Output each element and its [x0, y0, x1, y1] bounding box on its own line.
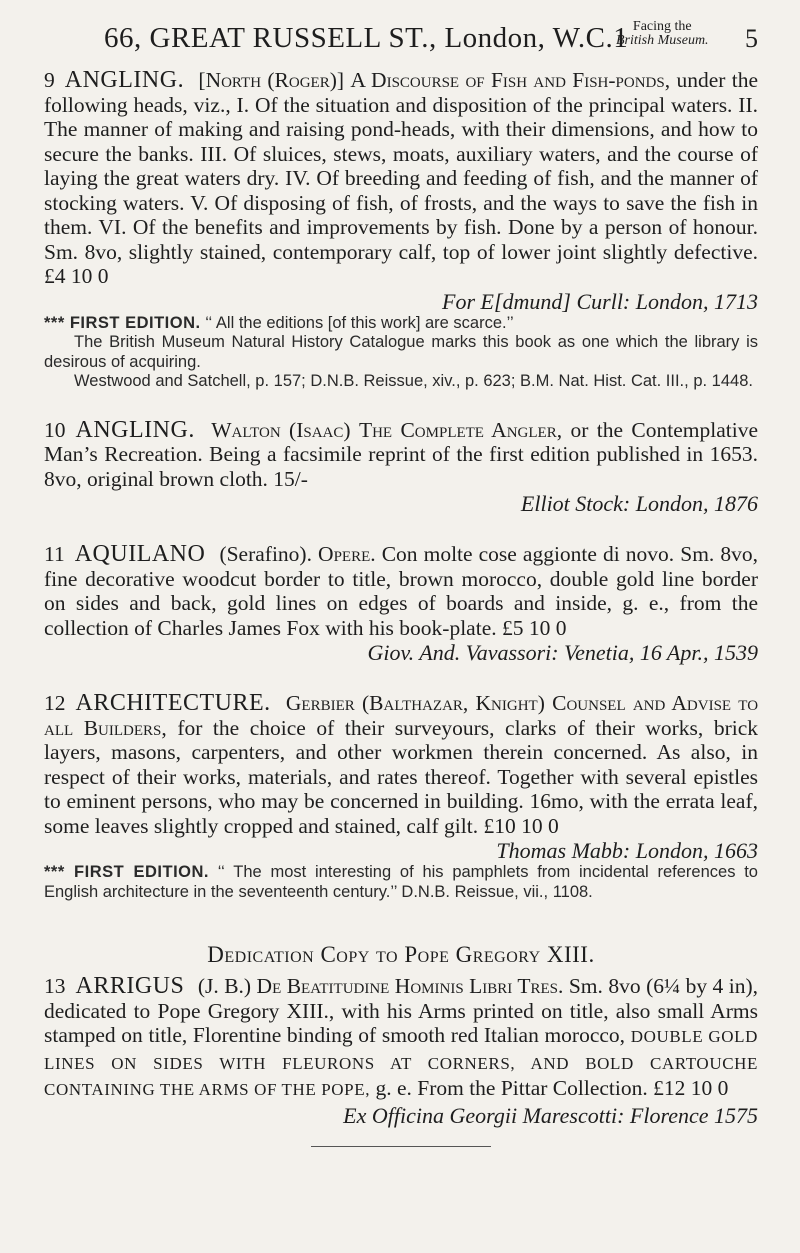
catalogue-entry [44, 68, 758, 392]
entry-heading: AQUILANO [74, 541, 206, 567]
entry-imprint: For E[dmund] Curll: London, 1713 [442, 288, 758, 314]
note-lead: *** FIRST EDITION. [44, 863, 209, 881]
spacer [44, 516, 758, 542]
entry-note [44, 314, 758, 334]
section-heading-dedication: Dedication Copy to Pope Gregory XIII. [207, 942, 595, 967]
entry-title: A Discourse of Fish and Fish-ponds, [350, 68, 671, 92]
entry-imprint: Elliot Stock: London, 1876 [520, 491, 758, 516]
entry-number: 9 [44, 68, 55, 92]
entry-number: 11 [44, 542, 65, 566]
entry-imprint: Thomas Mabb: London, 1663 [496, 838, 758, 863]
header-address: 66, GREAT RUSSELL ST., London, W.C.1 [104, 22, 629, 54]
entry-heading: ARCHITECTURE. [75, 690, 271, 716]
entry-body-end: g. e. From the Pittar Collection. £12 10 0 [370, 1076, 729, 1100]
entry-binding-description: DOUBLE GOLD LINES ON SIDES WITH FLEURONS AT CORNERS, AND BOLD CARTOUCHE CONTAINING THE ARMS OF THE POPE, [44, 1027, 758, 1099]
note-lead: *** FIRST EDITION. [44, 313, 201, 332]
entry-number: 13 [44, 974, 66, 998]
entry-imprint: Ex Officina Georgii Marescotti: Florence 1575 [343, 1102, 758, 1128]
catalogue-entry [44, 418, 758, 517]
spacer [44, 665, 758, 691]
entry-text [44, 691, 758, 838]
header-facing-note [616, 20, 709, 48]
header-facing-line-1: Facing the [632, 19, 692, 34]
entry-number: 10 [44, 417, 66, 442]
catalogue-entry [44, 691, 758, 902]
header-facing-line-2: British Museum. [616, 33, 709, 48]
note-text: ‘‘ The most interesting of his pamphlets from incidental references to English architecture in the seventeenth century.’’ D.N.B. Reissue, vii., 1108. [44, 863, 758, 901]
entry-heading: ANGLING. [64, 67, 185, 93]
catalogue-entry [44, 974, 758, 1128]
entry-text [44, 68, 758, 289]
entry-title: The Complete Angler, [358, 417, 563, 442]
entry-title: Counsel and Advise to all Builders, [44, 691, 759, 740]
entry-body: Sm. 8vo (6¼ by 4 in), dedicated to Pope Gregory XIII., with his Arms printed on title, also small Arms stamped on title, Florentine binding of smooth red Italian morocco, [44, 974, 759, 1047]
spacer [44, 902, 758, 928]
entry-text [44, 418, 758, 492]
entry-body: for the choice of their surveyours, clarks of their works, brick layers, masons, carpenters, and other workmen therein concerned. As also, in respect of their works, materials, and rates thereof. Together with several epistles to eminent persons, who may be concerned in building. 16mo, with the errata leaf, some leaves slightly cropped and stained, calf gilt. £10 10 0 [44, 715, 758, 838]
entry-number: 12 [44, 691, 66, 715]
entry-author: (Serafino). [219, 542, 312, 566]
entry-note: Westwood and Satchell, p. 157; D.N.B. Reissue, xiv., p. 623; B.M. Nat. Hist. Cat. III., p. 1448. [74, 372, 753, 390]
entry-author: [North (Roger)] [198, 68, 345, 92]
entry-note: The British Museum Natural History Catalogue marks this book as one which the library is desirous of acquiring. [44, 333, 758, 371]
catalogue-entry [44, 542, 758, 665]
spacer [44, 392, 758, 418]
entry-text [44, 542, 758, 640]
page-number: 5 [745, 24, 758, 53]
entry-body: Con molte cose aggionte di novo. Sm. 8vo, fine decorative woodcut border to title, brown morocco, double gold line border on sides and back, gold lines on edges of boards and inside, g. e., from the collection of Charles James Fox with his book-plate. £5 10 0 [44, 542, 759, 640]
entry-title: De Beatitudine Hominis Libri Tres. [256, 974, 564, 998]
running-header [44, 10, 758, 68]
closing-rule [311, 1146, 491, 1147]
entry-title: Opere. [318, 542, 376, 566]
note-text: ‘‘ All the editions [of this work] are scarce.’’ [200, 313, 514, 332]
entry-body: or the Contemplative Man’s Recreation. Being a facsimile reprint of the first edition published in 1653. 8vo, original brown cloth. 15/- [44, 417, 759, 491]
entry-note [44, 863, 758, 902]
entry-imprint: Giov. And. Vavassori: Venetia, 16 Apr., 1539 [367, 640, 758, 665]
entry-author: Walton (Isaac) [211, 417, 351, 442]
entry-text [44, 974, 758, 1103]
entry-heading: ARRIGUS [75, 973, 185, 999]
entry-body: under the following heads, viz., I. Of the situation and disposition of the principal waters. II. The manner of making and raising pond-heads, with their dimensions, and how to secure the banks. III. Of sluices, stews, moats, auxiliary waters, and the course of laying the great waters dry. IV. Of breeding and feeding of fish, and the manner of stocking waters. V. Of disposing of fish, of frosts, and the ways to save the fish in them. VI. Of the benefits and improvements by fish. Done by a person of honour. Sm. 8vo, slightly stained, contemporary calf, top of lower joint slightly defective. £4 10 0 [44, 68, 759, 288]
entry-heading: ANGLING. [75, 416, 195, 443]
entry-author: Gerbier (Balthazar, Knight) [285, 691, 545, 715]
entry-author: (J. B.) [197, 974, 252, 998]
